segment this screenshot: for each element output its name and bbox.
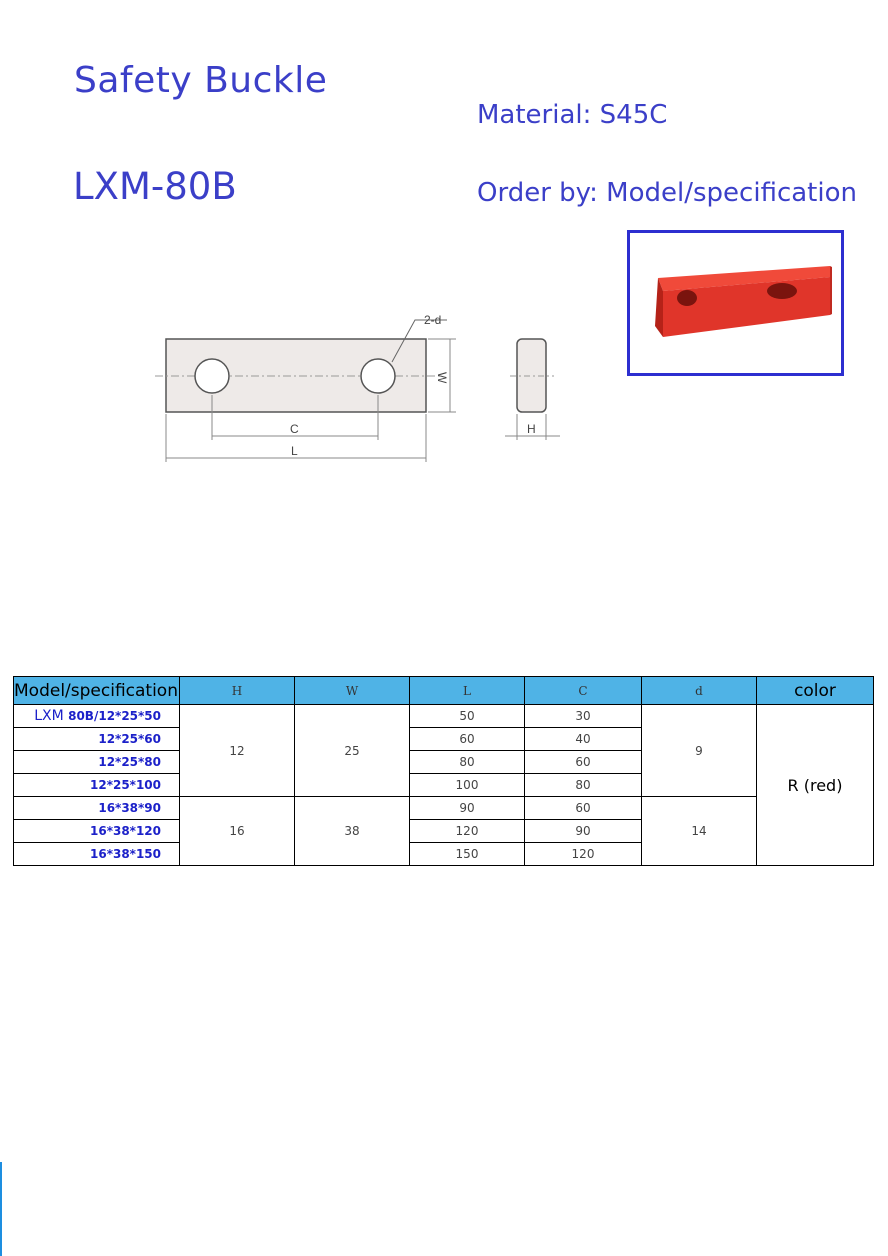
label-h: H	[527, 422, 536, 436]
l-cell: 60	[410, 728, 525, 751]
label-l: L	[291, 444, 298, 458]
hole-right	[361, 359, 395, 393]
table-row	[14, 797, 874, 820]
l-cell: 90	[410, 797, 525, 820]
l-cell: 80	[410, 751, 525, 774]
c-cell: 40	[525, 728, 642, 751]
buckle-hole-left	[677, 290, 697, 306]
w-cell: 25	[295, 705, 410, 797]
red-buckle-illustration	[630, 233, 841, 373]
table-row	[14, 705, 874, 728]
header-h: H	[180, 677, 295, 705]
h-cell: 12	[180, 705, 295, 797]
product-photo	[627, 230, 844, 376]
model-cell: 16*38*90	[14, 797, 180, 820]
header-w: W	[295, 677, 410, 705]
d-cell: 14	[642, 797, 757, 866]
c-cell: 60	[525, 751, 642, 774]
model-cell: 12*25*80	[14, 751, 180, 774]
model-cell: 16*38*150	[14, 843, 180, 866]
spec-table	[13, 676, 874, 866]
header-l: L	[410, 677, 525, 705]
c-cell: 120	[525, 843, 642, 866]
page-title: Safety Buckle	[74, 60, 328, 101]
c-cell: 90	[525, 820, 642, 843]
material-label: Material: S45C	[477, 100, 668, 130]
model-cell: 12*25*60	[14, 728, 180, 751]
w-cell: 38	[295, 797, 410, 866]
header-c: C	[525, 677, 642, 705]
c-cell: 30	[525, 705, 642, 728]
technical-drawing	[150, 300, 570, 470]
label-w: W	[435, 372, 449, 384]
page-edge-mark	[0, 1162, 2, 1256]
label-c: C	[290, 422, 299, 436]
header-d: d	[642, 677, 757, 705]
hole-left	[195, 359, 229, 393]
model-cell: 12*25*100	[14, 774, 180, 797]
l-cell: 100	[410, 774, 525, 797]
table-header-row	[14, 677, 874, 705]
l-cell: 50	[410, 705, 525, 728]
c-cell: 60	[525, 797, 642, 820]
order-by-label: Order by: Model/specification	[477, 178, 857, 208]
header-model: Model/specification	[14, 677, 180, 705]
model-number: LXM-80B	[73, 165, 237, 208]
h-cell: 16	[180, 797, 295, 866]
d-cell: 9	[642, 705, 757, 797]
buckle-hole-right	[767, 283, 797, 299]
model-cell: 16*38*120	[14, 820, 180, 843]
model-cell: LXM 80B/12*25*50	[14, 705, 180, 728]
label-2d: 2-d	[424, 313, 442, 327]
c-cell: 80	[525, 774, 642, 797]
l-cell: 120	[410, 820, 525, 843]
color-cell: R (red)	[757, 705, 874, 866]
l-cell: 150	[410, 843, 525, 866]
header-color: color	[757, 677, 874, 705]
